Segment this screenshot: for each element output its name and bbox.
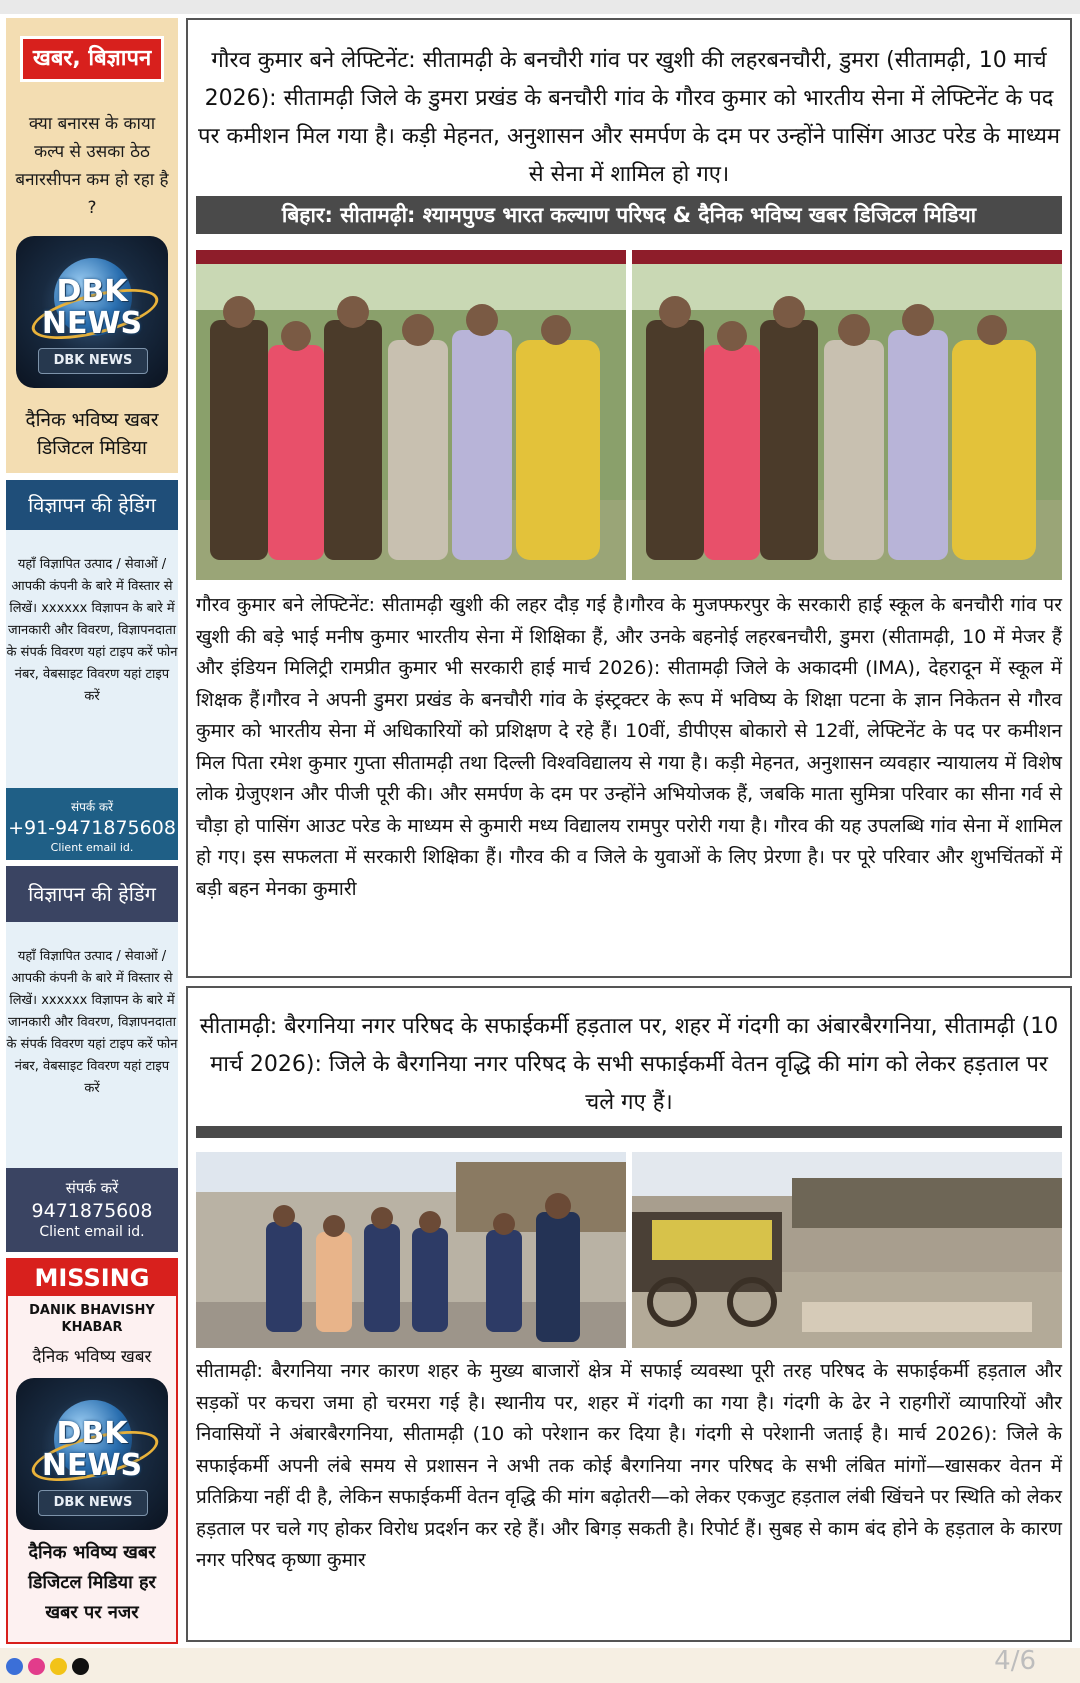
dbk-news-logo <box>16 236 168 388</box>
missing-footer: दैनिक भविष्य खबर डिजिटल मिडिया हर खबर पर नजर <box>28 1542 156 1623</box>
article1-body: गौरव कुमार बने लेफ्टिनेंट: सीतामढ़ी खुशी की लहर दौड़ गई है।गौरव के मुजफ्फरपुर के सरकारी हाई स्कूल के बनचौरी गांव पर खुशी की बड़े भाई मनीष कुमार भारतीय सेना में शिक्षिका हैं, और उनके बहनोई लहरबनचौरी, डुमरा (सीतामढ़ी, 10 में मेजर हैं और इंडियन मिलिट्री रामप्रीत कुमार भी सरकारी हाई मार्च 2026): सीतामढ़ी जिले के अकादमी (IMA), देहरादून में स्कूल में शिक्षक हैं।गौरव ने अपनी डुमरा प्रखंड के बनचौरी गांव के इंस्ट्रक्टर के रूप में भविष्य के शिक्षा पटना के ज्ञान निकेतन से गौरव कुमार को भारतीय सेना में अधिकारियों को प्रशिक्षण दे रहे हैं। 10वीं, डीपीएस बोकारो से 12वीं, लेफ्टिनेंट के पद पर कमीशन मिल पिता रमेश कुमार गुप्ता सीतामढ़ी तथा दिल्ली विश्वविद्यालय से गया है। कड़ी मेहनत, अनुशासन व्यवहार न्यायालय में विशेष लोक ग्रेजुएशन और पीजी पूरी की। और समर्पण के दम पर उन्होंने अभियोजक हैं, जबकि माता सुमित्रा परिवार का सीना गर्व से चौड़ा हो पासिंग आउट परेड के माध्यम से कुमारी मध्य विद्यालय रामपुर परोरी गया है। गौरव की यह उपलब्धि गांव सेना में शामिल हो गए। इस सफलता में सरकारी शिक्षिका हैं। गौरव की व जिले के युवाओं के लिए प्रेरणा है। पर पूरे परिवार और शुभचिंतकों में बड़ी बहन मेनका कुमारी <box>196 594 1062 900</box>
ad1-contact-email: Client email id. <box>50 841 134 854</box>
missing-subheading: DANIK BHAVISHY KHABAR <box>29 1303 155 1335</box>
article1-source-band: बिहार: सीतामढ़ी: श्यामपुण्ड भारत कल्याण परिषद & दैनिक भविष्य खबर डिजिटल मिडिया <box>196 196 1062 234</box>
logo-caption: दैनिक भविष्य खबर डिजिटल मिडिया <box>25 409 159 459</box>
blue-dot-icon <box>6 1658 23 1675</box>
ad1-contact <box>6 788 178 860</box>
ad2-contact-email: Client email id. <box>39 1224 145 1240</box>
page-footer <box>0 1648 1080 1683</box>
ad2-heading: विज्ञापन की हेडिंग <box>6 866 178 922</box>
page-number: 4/6 <box>994 1646 1036 1676</box>
missing-box <box>6 1258 178 1644</box>
article1-headline: गौरव कुमार बने लेफ्टिनेंट: सीतामढ़ी के बनचौरी गांव पर खुशी की लहरबनचौरी, डुमरा (सीतामढ़ी, 10 मार्च 2026): सीतामढ़ी जिले के डुमरा प्रखंड के बनचौरी गांव के गौरव कुमार को भारतीय सेना में लेफ्टिनेंट के पद पर कमीशन मिल गया है। कड़ी मेहनत, अनुशासन और समर्पण के दम पर उन्होंने पासिंग आउट परेड के माध्यम से सेना में शामिल हो गए। <box>198 48 1060 187</box>
logo-plate: DBK NEWS <box>38 348 148 374</box>
yellow-dot-icon <box>50 1658 67 1675</box>
ad2-text: यहाँ विज्ञापित उत्पाद / सेवाओं / आपकी कंपनी के बारे में विस्तार से लिखें। xxxxxx विज्ञापन के बारे में जानकारी और विवरण, विज्ञापनदाता के संपर्क विवरण यहां टाइप करें फोन नंबर, वेबसाइट विवरण यहां टाइप करें <box>6 922 178 1168</box>
ad2-contact <box>6 1168 178 1252</box>
ad1-contact-phone: +91-9471875608 <box>8 817 176 839</box>
news-ad-tag: खबर, बिज्ञापन <box>20 36 164 82</box>
ad1-contact-label: संपर्क करें <box>70 800 114 814</box>
article1-photo-right <box>632 250 1062 580</box>
logo-plate: DBK NEWS <box>38 1490 148 1516</box>
article2-headline: सीतामढ़ी: बैरगनिया नगर परिषद के सफाईकर्मी हड़ताल पर, शहर में गंदगी का अंबारबैरगनिया, सीतामढ़ी (10 मार्च 2026): जिले के बैरगनिया नगर परिषद के सभी सफाईकर्मी वेतन वृद्धि की मांग को लेकर हड़ताल पर चले गए हैं। <box>199 1014 1059 1115</box>
logo-wordmark: DBK NEWS <box>41 274 143 341</box>
dbk-news-logo-2 <box>16 1378 168 1530</box>
article2-divider-band <box>196 1126 1062 1138</box>
missing-caption: दैनिक भविष्य खबर <box>32 1347 152 1367</box>
ad2-contact-label: संपर्क करें <box>65 1179 119 1197</box>
ad1-text: यहाँ विज्ञापित उत्पाद / सेवाओं / आपकी कंपनी के बारे में विस्तार से लिखें। xxxxxx विज्ञापन के बारे में जानकारी और विवरण, विज्ञापनदाता के संपर्क विवरण यहां टाइप करें फोन नंबर, वेबसाइट विवरण यहां टाइप करें <box>6 530 178 788</box>
article2-body: सीतामढ़ी: बैरगनिया नगर कारण शहर के मुख्य बाजारों क्षेत्र में सफाई व्यवस्था पूरी तरह परिषद के सफाईकर्मी हड़ताल और सड़कों पर कचरा जमा हो चरमरा गई है। स्थानीय पर, शहर में गंदगी का गया है। गंदगी के ढेर ने राहगीरों व्यापारियों और निवासियों ने अंबारबैरगनिया, सीतामढ़ी (10 को परेशान कर दिया है। गंदगी से परेशानी जताई है। मार्च 2026): जिले के सफाईकर्मी अपनी लंबे समय से प्रशासन ने अभी तक कोई बैरगनिया नगर परिषद के सभी लंबित मांगों—खासकर वेतन में प्रतिक्रिया नहीं दी है, लेकिन सफाईकर्मी वेतन वृद्धि की मांग बढ़ोतरी—को लेकर एकजुट हड़ताल लंबी खिंचने पर स्थिति को लेकर हड़ताल पर चले गए होकर विरोध प्रदर्शन कर रहे हैं। और बिगड़ सकती है। रिपोर्ट हैं। सुबह से काम बंद होने के हड़ताल के कारण नगर परिषद कृष्णा कुमार <box>196 1360 1062 1571</box>
article2-photo-garbage <box>632 1152 1062 1348</box>
ad1-heading: विज्ञापन की हेडिंग <box>6 480 178 530</box>
sidebar-promo-panel <box>6 18 178 473</box>
black-dot-icon <box>72 1658 89 1675</box>
sidebar <box>6 18 178 1644</box>
article-lieutenant <box>186 18 1072 978</box>
sidebar-question: क्या बनारस के काया कल्प से उसका ठेठ बनारसीपन कम हो रहा है ? <box>15 114 169 218</box>
logo-wordmark: DBK NEWS <box>41 1416 143 1483</box>
article2-photo-protest <box>196 1152 626 1348</box>
article-strike <box>186 986 1072 1642</box>
ad2-contact-phone: 9471875608 <box>31 1200 153 1222</box>
missing-heading: MISSING <box>8 1260 176 1296</box>
top-strip <box>0 0 1080 14</box>
pink-dot-icon <box>28 1658 45 1675</box>
article1-photo-left <box>196 250 626 580</box>
